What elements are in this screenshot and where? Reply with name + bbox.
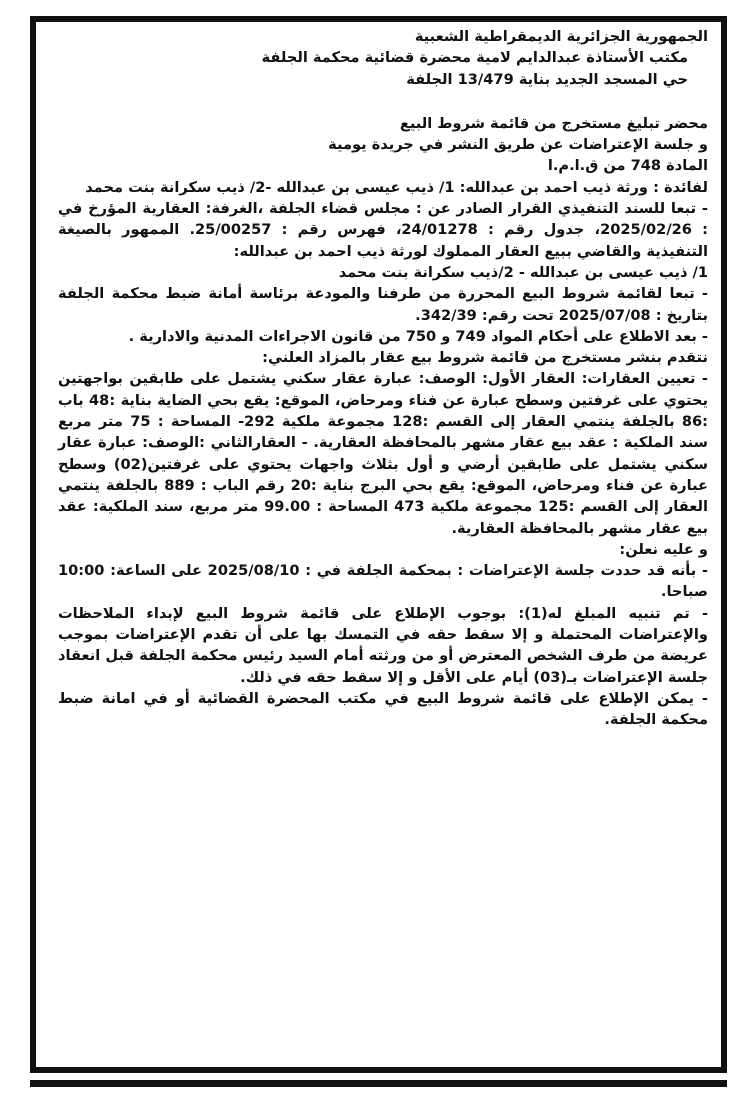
header-office: مكتب الأستاذة عبدالدايم لامية محضرة قضائية محكمة الجلفة bbox=[261, 49, 688, 67]
spacer bbox=[58, 90, 708, 113]
objection-session: - بأنه قد حددت جلسة الإعتراضات : بمحكمة الجلفة في : 2025/08/10 على الساعة: 10:00 صباحا. bbox=[58, 562, 708, 601]
notice-subtitle: و جلسة الإعتراضات عن طريق النشر في جريدة يومية bbox=[328, 136, 708, 154]
executive-title: - تبعا للسند التنفيذي القرار الصادر عن : مجلس قضاء الجلفة ،الغرفة: العقارية المؤرخ في : 2025/02/26، جدول رقم : 24/01278، فهرس رقم : 25/00257. الممهور بالصيغة التنفيذية والقاضي ببيع العقار المملوك لورثة ذيب احمد بن عبدالله: bbox=[58, 200, 708, 260]
consultation-note: - يمكن الإطلاع على قائمة شروط البيع في مكتب المحضرة القضائية أو في امانة ضبط محكمة الجلفة. bbox=[58, 689, 708, 729]
notification-warning: - تم تنبيه المبلغ له(1): بوجوب الإطلاع على قائمة شروط البيع لإبداء الملاحظات والإعتراضات المحتملة و إلا سقط حقه في التمسك بها على أن تقدم الإعتراضات بموجب عريضة من طرف الشخص المعترض أو من ورثته أمام السيد رئيس محكمة الجلفة قبل انعقاد جلسة الإعتراضات بـ(03) أيام على الأقل و إلا سقط حقه في ذلك. bbox=[58, 604, 708, 686]
header-address: حي المسجد الجديد بناية 13/479 الجلفة bbox=[406, 70, 688, 88]
header-republic: الجمهورية الجزائرية الديمقراطية الشعبية bbox=[414, 28, 708, 45]
notice-article: المادة 748 من ق.ا.م.ا bbox=[547, 157, 708, 175]
publication-intro: نتقدم بنشر مستخرج من قائمة شروط بيع عقار بالمزاد العلني: bbox=[262, 349, 708, 367]
sale-conditions: - تبعا لقائمة شروط البيع المحررة من طرفنا والمودعة برئاسة أمانة ضبط محكمة الجلفة بتاريخ : 2025/07/08 تحت رقم: 342/39. bbox=[58, 285, 708, 324]
announcement-heading: و عليه نعلن: bbox=[619, 540, 708, 558]
heirs-list: 1/ ذيب عيسى بن عبدالله - 2/ذيب سكرانة بنت محمد bbox=[338, 263, 708, 281]
legal-notice bbox=[58, 26, 708, 731]
legal-articles: - بعد الاطلاع على أحكام المواد 749 و 750 من قانون الاجراءات المدنية والادارية . bbox=[128, 327, 708, 345]
bottom-divider bbox=[30, 1080, 727, 1087]
notice-title: محضر تبليغ مستخرج من قائمة شروط البيع bbox=[399, 114, 708, 132]
property-description: - تعيين العقارات: العقار الأول: الوصف: عبارة عقار سكني يشتمل على طابقين بواجهتين يحتوي على غرفتين وسطح عبارة عن فناء ومرحاض، الموقع: يقع بحي الضاية بناية :48 باب :86 بالجلفة ينتمي العقار إلى القسم :128 مجموعة ملكية 292- المساحة : 75 متر مربع سند الملكية : عقد بيع عقار مشهر بالمحافظة العقارية. - العقارالثاني :الوصف: عبارة عقار سكني يشتمل على طابقين أرضي و أول بثلاث واجهات يحتوي على غرفتين(02) وسطح عبارة عن فناء ومرحاض، الموقع: يقع بحي البرج بناية :20 رقم الباب : 889 بالجلفة ينتمي العقار إلى القسم :125 مجموعة ملكية 473 المساحة : 99.00 متر مربع، سند الملكية: عقد بيع عقار مشهر بالمحافظة العقارية. bbox=[58, 370, 708, 537]
beneficiaries: لفائدة : ورثة ذيب احمد بن عبدالله: 1/ ذيب عيسى بن عبدالله -2/ ذيب سكرانة بنت محمد bbox=[85, 178, 708, 196]
